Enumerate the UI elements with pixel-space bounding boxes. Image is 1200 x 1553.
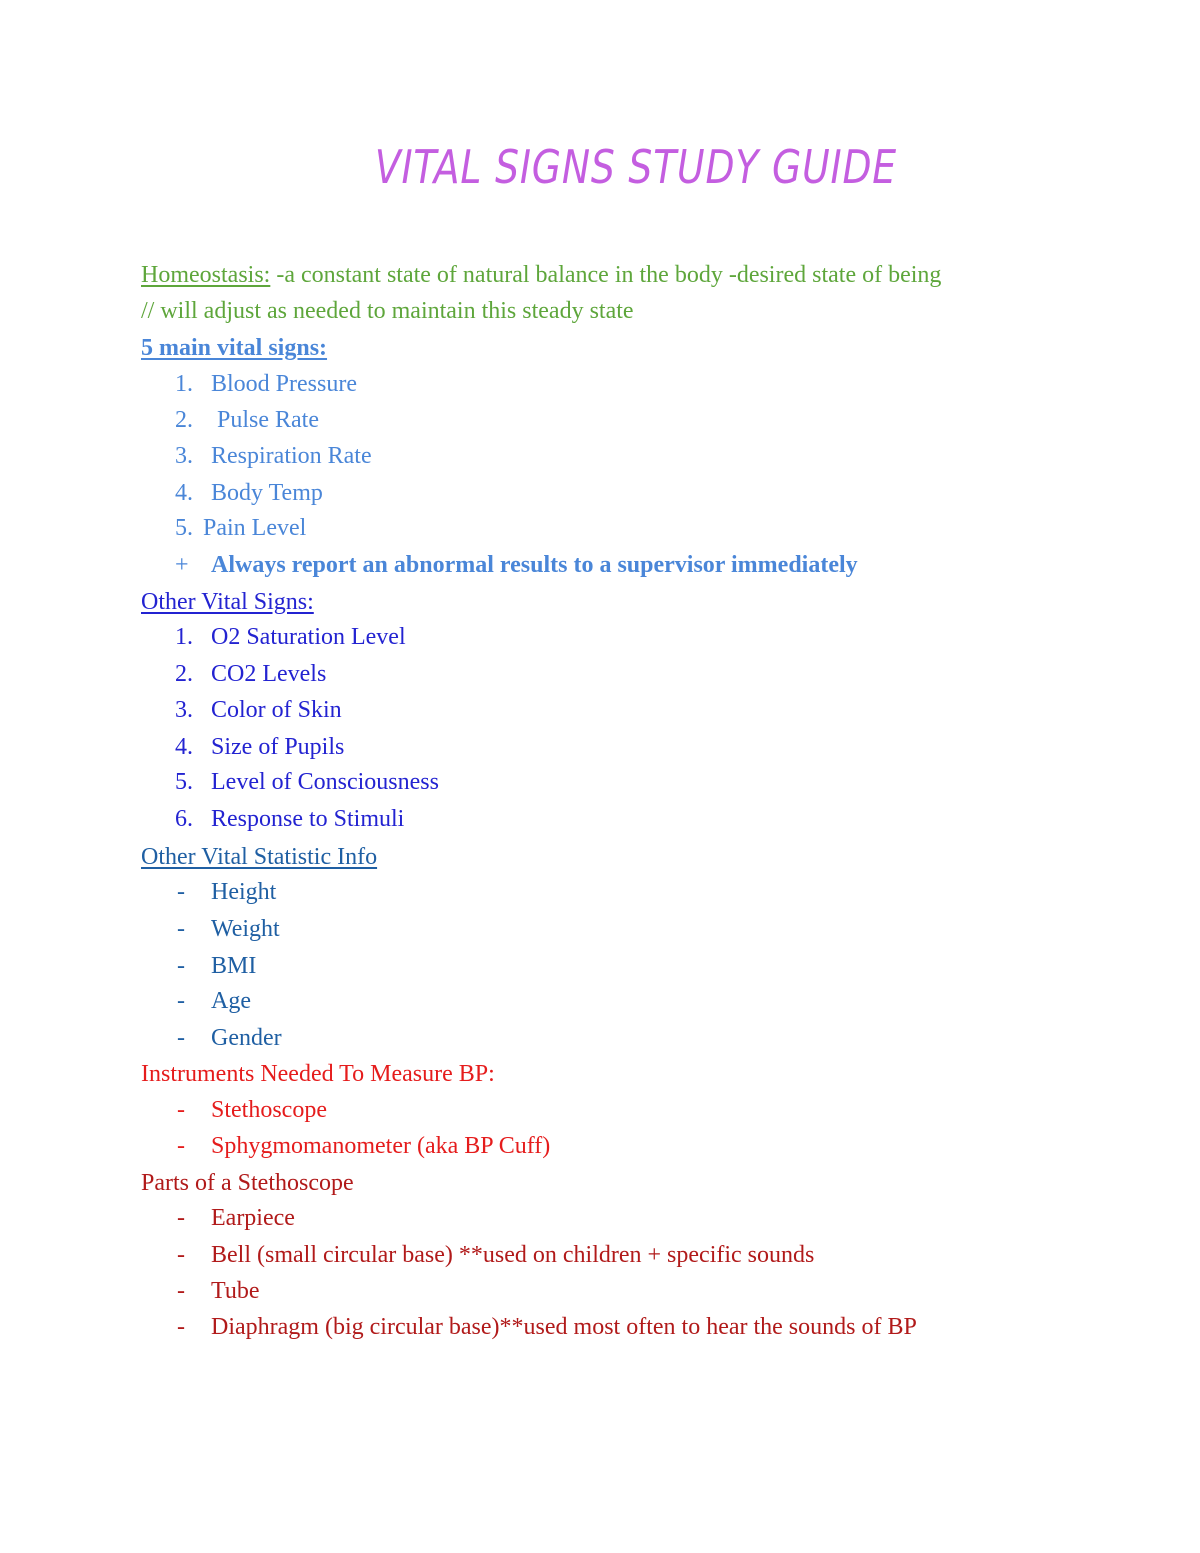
list-marker: -: [177, 1097, 185, 1123]
list-item-text: BMI: [211, 953, 257, 979]
list-marker: -: [177, 879, 185, 905]
list-marker: -: [177, 916, 185, 942]
statistic-info-heading: Other Vital Statistic Info: [141, 844, 378, 870]
list-item-text: Pulse Rate: [211, 407, 319, 433]
document-title: VITAL SIGNS STUDY GUIDE: [374, 140, 897, 194]
list-marker: 1.: [175, 371, 193, 397]
list-marker: -: [177, 1242, 185, 1268]
list-marker: -: [177, 1205, 185, 1231]
list-item-text: Respiration Rate: [211, 443, 372, 469]
list-marker: 3.: [175, 443, 193, 469]
list-item-text: Tube: [211, 1278, 260, 1304]
list-item-text: Level of Consciousness: [211, 769, 439, 795]
main-vitals-heading: 5 main vital signs:: [141, 335, 328, 361]
homeostasis-line: [141, 260, 941, 290]
list-marker: 2.: [175, 661, 193, 687]
list-item-text: O2 Saturation Level: [211, 624, 406, 650]
list-item-text: Size of Pupils: [211, 734, 345, 760]
list-marker: -: [177, 1278, 185, 1304]
list-item-text: Age: [211, 988, 251, 1014]
list-marker: 5.: [175, 515, 193, 541]
list-marker: -: [177, 953, 185, 979]
list-item-text: Response to Stimuli: [211, 806, 405, 832]
list-item-text: Bell (small circular base) **used on children + specific sounds: [211, 1242, 815, 1268]
list-item-text: CO2 Levels: [211, 661, 327, 687]
list-item-text: Body Temp: [211, 480, 323, 506]
list-marker: -: [177, 1133, 185, 1159]
list-item-text: Blood Pressure: [211, 371, 357, 397]
plus-icon: +: [175, 552, 189, 578]
list-item-text: Weight: [211, 916, 280, 942]
list-item-text: Earpiece: [211, 1205, 295, 1231]
list-marker: -: [177, 1314, 185, 1340]
report-note-text: Always report an abnormal results to a supervisor immediately: [211, 552, 858, 578]
list-marker: -: [177, 1025, 185, 1051]
homeostasis-definition: -a constant state of natural balance in the body -desired state of being: [270, 262, 942, 288]
list-marker: 4.: [175, 480, 193, 506]
list-item-text: Color of Skin: [211, 697, 342, 723]
list-item-text: Diaphragm (big circular base)**used most often to hear the sounds of BP: [211, 1314, 917, 1340]
other-vitals-heading: Other Vital Signs:: [141, 589, 314, 615]
list-item-text: Pain Level: [203, 515, 307, 541]
homeostasis-line-2: // will adjust as needed to maintain this steady state: [141, 298, 634, 324]
list-marker: -: [177, 988, 185, 1014]
list-marker: 1.: [175, 624, 193, 650]
stethoscope-parts-heading: Parts of a Stethoscope: [141, 1170, 354, 1196]
list-marker: 6.: [175, 806, 193, 832]
list-item-text: Gender: [211, 1025, 282, 1051]
list-item-text: Stethoscope: [211, 1097, 327, 1123]
list-marker: 5.: [175, 769, 193, 795]
homeostasis-label: Homeostasis:: [141, 262, 271, 288]
list-item-text: Sphygmomanometer (aka BP Cuff): [211, 1133, 551, 1159]
list-marker: 4.: [175, 734, 193, 760]
instruments-heading: Instruments Needed To Measure BP:: [141, 1061, 495, 1087]
list-item-text: Height: [211, 879, 277, 905]
list-marker: 2.: [175, 407, 193, 433]
list-marker: 3.: [175, 697, 193, 723]
